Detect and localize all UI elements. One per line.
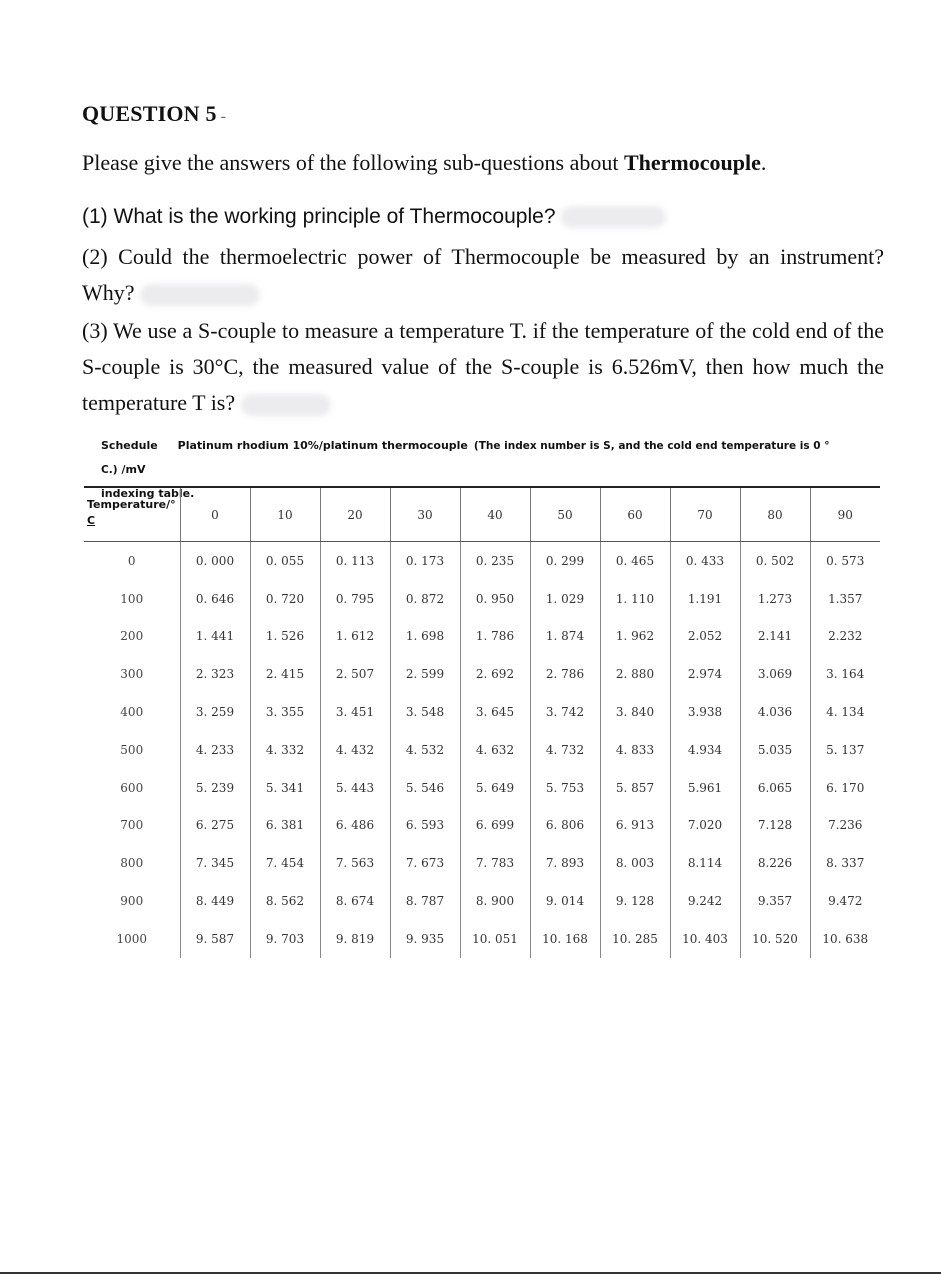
table-cell: 5. 857 <box>600 769 670 807</box>
table-row <box>84 693 880 731</box>
caption-line2: indexing table. <box>101 487 195 500</box>
table-cell: 4. 833 <box>600 731 670 769</box>
intro-text: Please give the answers of the following sub-questions about <box>82 150 624 175</box>
table-cell: 8. 003 <box>600 844 670 882</box>
table-cell: 0. 720 <box>250 580 320 618</box>
table-cell: 4. 134 <box>810 693 880 731</box>
table-cell: 8.114 <box>670 844 740 882</box>
table-cell: 2.052 <box>670 618 740 656</box>
table-cell: 6. 913 <box>600 807 670 845</box>
table-cell: 9.357 <box>740 882 810 920</box>
table-cell: 1. 110 <box>600 580 670 618</box>
table-cell: 0. 433 <box>670 542 740 580</box>
column-header: 30 <box>390 487 460 542</box>
table-cell: 9. 819 <box>320 920 390 958</box>
table-row <box>84 542 880 580</box>
table-cell: 2. 599 <box>390 655 460 693</box>
column-header: 60 <box>600 487 670 542</box>
table-cell: 10. 638 <box>810 920 880 958</box>
table-cell: 4.036 <box>740 693 810 731</box>
row-temperature-label: 700 <box>120 818 144 833</box>
row-temperature-label: 0 <box>127 553 136 568</box>
corner-label-unit: C <box>87 514 96 527</box>
table-cell: 9. 935 <box>390 920 460 958</box>
table-cell: 1. 874 <box>530 618 600 656</box>
table-cell: 8. 449 <box>180 882 250 920</box>
table-cell: 5.961 <box>670 769 740 807</box>
table-cell: 1.273 <box>740 580 810 618</box>
row-temperature-label: 500 <box>120 742 144 757</box>
table-row <box>84 844 880 882</box>
table-cell: 1. 029 <box>530 580 600 618</box>
question-title-text: QUESTION 5 <box>82 101 217 126</box>
table-row <box>84 920 880 958</box>
column-header: 10 <box>250 487 320 542</box>
row-temperature-label: 100 <box>120 591 144 606</box>
column-header: 40 <box>460 487 530 542</box>
table-cell: 5. 443 <box>320 769 390 807</box>
table-cell: 0. 872 <box>390 580 460 618</box>
table-cell: 5. 239 <box>180 769 250 807</box>
table-cell: 9.472 <box>810 882 880 920</box>
caption-title: Platinum rhodium 10%/platinum thermocouple <box>177 439 468 452</box>
table-cell: 8. 900 <box>460 882 530 920</box>
table-header <box>84 487 880 542</box>
question-intro <box>82 150 766 176</box>
subquestion-3 <box>82 313 884 421</box>
table-cell: 0. 235 <box>460 542 530 580</box>
caption-note: (The index number is S, and the cold end temperature is 0 ° C.) <box>101 440 830 476</box>
table-cell: 3. 451 <box>320 693 390 731</box>
row-temperature-label: 200 <box>120 629 144 644</box>
table-cell: 6.065 <box>740 769 810 807</box>
column-header: 0 <box>180 487 250 542</box>
table-cell: 6. 806 <box>530 807 600 845</box>
column-header: 20 <box>320 487 390 542</box>
row-temperature-label: 600 <box>120 780 144 795</box>
table-cell: 1.191 <box>670 580 740 618</box>
table-row <box>84 580 880 618</box>
table-cell: 5. 546 <box>390 769 460 807</box>
table-cell: 1. 526 <box>250 618 320 656</box>
table-cell: 7. 673 <box>390 844 460 882</box>
table-cell: 0. 113 <box>320 542 390 580</box>
table-cell: 7. 893 <box>530 844 600 882</box>
table-cell: 4. 532 <box>390 731 460 769</box>
caption-unit: /mV <box>121 463 146 476</box>
table-cell: 4. 632 <box>460 731 530 769</box>
table-cell: 4.934 <box>670 731 740 769</box>
table-cell: 8. 337 <box>810 844 880 882</box>
table-cell: 7. 783 <box>460 844 530 882</box>
table-cell: 6. 170 <box>810 769 880 807</box>
table-cell: 8. 674 <box>320 882 390 920</box>
table-cell: 6. 699 <box>460 807 530 845</box>
column-header: 70 <box>670 487 740 542</box>
table-cell: 1. 786 <box>460 618 530 656</box>
table-cell: 2. 415 <box>250 655 320 693</box>
table-row <box>84 882 880 920</box>
table-cell: 1. 698 <box>390 618 460 656</box>
row-temperature-label: 900 <box>120 894 144 909</box>
table-cell: 1. 612 <box>320 618 390 656</box>
subquestion-1 <box>82 199 884 235</box>
table-cell: 9. 128 <box>600 882 670 920</box>
table-cell: 10. 520 <box>740 920 810 958</box>
table-cell: 7.236 <box>810 807 880 845</box>
table-cell: 3.069 <box>740 655 810 693</box>
table-cell: 8. 562 <box>250 882 320 920</box>
subquestion-2-text: (2) Could the thermoelectric power of Thermocouple be measured by an instrument? Why? <box>82 244 884 305</box>
table-cell: 2. 692 <box>460 655 530 693</box>
redaction-blur <box>140 284 260 306</box>
table-cell: 4. 732 <box>530 731 600 769</box>
table-row <box>84 769 880 807</box>
table-cell: 2. 507 <box>320 655 390 693</box>
table-cell: 3. 164 <box>810 655 880 693</box>
table-row <box>84 618 880 656</box>
table-cell: 7. 345 <box>180 844 250 882</box>
table-cell: 9.242 <box>670 882 740 920</box>
table-cell: 4. 233 <box>180 731 250 769</box>
page-bottom-border <box>0 1272 941 1274</box>
caption-label: Schedule <box>101 439 158 452</box>
table-cell: 8. 787 <box>390 882 460 920</box>
table-cell: 2. 323 <box>180 655 250 693</box>
row-temperature-label: 300 <box>120 667 144 682</box>
table-cell: 3. 742 <box>530 693 600 731</box>
table-cell: 9. 703 <box>250 920 320 958</box>
table-row <box>84 655 880 693</box>
table-cell: 2.974 <box>670 655 740 693</box>
subquestion-1-text: (1) What is the working principle of Thermocouple? <box>82 205 556 228</box>
table-cell: 10. 051 <box>460 920 530 958</box>
table-cell: 0. 502 <box>740 542 810 580</box>
table-cell: 8.226 <box>740 844 810 882</box>
table-cell: 7.128 <box>740 807 810 845</box>
table-cell: 7. 563 <box>320 844 390 882</box>
row-temperature-label: 400 <box>120 705 144 720</box>
column-header: 50 <box>530 487 600 542</box>
table-cell: 5. 753 <box>530 769 600 807</box>
corner-header-cell <box>84 487 180 542</box>
corner-label: Temperature/° <box>87 498 176 511</box>
table-row <box>84 731 880 769</box>
table-cell: 7.020 <box>670 807 740 845</box>
row-temperature-label: 1000 <box>116 931 148 946</box>
table-cell: 5. 137 <box>810 731 880 769</box>
intro-end: . <box>760 150 767 175</box>
table-cell: 5. 341 <box>250 769 320 807</box>
table-cell: 7. 454 <box>250 844 320 882</box>
table-cell: 3. 548 <box>390 693 460 731</box>
table-cell: 10. 285 <box>600 920 670 958</box>
table-row <box>84 807 880 845</box>
table-cell: 3. 355 <box>250 693 320 731</box>
redaction-blur <box>241 394 331 416</box>
table-cell: 0. 573 <box>810 542 880 580</box>
table-cell: 6. 593 <box>390 807 460 845</box>
question-title <box>82 101 226 127</box>
table-cell: 5. 649 <box>460 769 530 807</box>
table-cell: 10. 403 <box>670 920 740 958</box>
table-cell: 0. 950 <box>460 580 530 618</box>
column-header: 90 <box>810 487 880 542</box>
table-cell: 4. 332 <box>250 731 320 769</box>
table-cell: 0. 055 <box>250 542 320 580</box>
table-cell: 0. 173 <box>390 542 460 580</box>
thermocouple-index-table <box>84 486 880 958</box>
table-cell: 0. 000 <box>180 542 250 580</box>
table-cell: 2. 786 <box>530 655 600 693</box>
intro-bold-term: Thermocouple <box>623 150 761 175</box>
table-cell: 3. 840 <box>600 693 670 731</box>
table-body <box>84 542 880 958</box>
table-cell: 10. 168 <box>530 920 600 958</box>
table-cell: 6. 486 <box>320 807 390 845</box>
question-title-dash: - <box>220 108 227 125</box>
column-header: 80 <box>740 487 810 542</box>
table-cell: 2. 880 <box>600 655 670 693</box>
table-cell: 2.232 <box>810 618 880 656</box>
table-cell: 3.938 <box>670 693 740 731</box>
table-cell: 0. 465 <box>600 542 670 580</box>
table-cell: 0. 299 <box>530 542 600 580</box>
table-cell: 3. 259 <box>180 693 250 731</box>
table-cell: 6. 381 <box>250 807 320 845</box>
table-cell: 4. 432 <box>320 731 390 769</box>
table-cell: 9. 587 <box>180 920 250 958</box>
table-cell: 0. 646 <box>180 580 250 618</box>
table-cell: 6. 275 <box>180 807 250 845</box>
subquestion-3-text: (3) We use a S-couple to measure a temperature T. if the temperature of the cold end of the S-couple is 30°C, the measured value of the S-couple is 6.526mV, then how much the temperature T is? <box>82 318 884 415</box>
row-temperature-label: 800 <box>120 856 144 871</box>
redaction-blur <box>561 206 666 228</box>
table-cell: 3. 645 <box>460 693 530 731</box>
table-cell: 5.035 <box>740 731 810 769</box>
table-cell: 1. 441 <box>180 618 250 656</box>
table-cell: 9. 014 <box>530 882 600 920</box>
table-header-row <box>84 487 880 542</box>
table-cell: 1. 962 <box>600 618 670 656</box>
table-cell: 1.357 <box>810 580 880 618</box>
table-cell: 2.141 <box>740 618 810 656</box>
table-cell: 0. 795 <box>320 580 390 618</box>
subquestion-2 <box>82 239 884 311</box>
